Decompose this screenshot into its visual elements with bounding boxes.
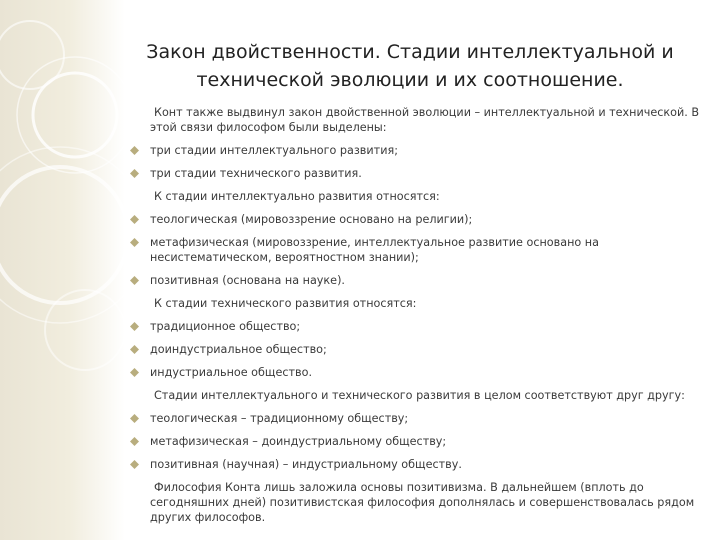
bullet-item (128, 273, 703, 288)
bullet-text: три стадии технического развития. (150, 167, 362, 180)
bullet-item (128, 411, 703, 426)
bullet-text: позитивная (основана на науке). (150, 274, 345, 287)
bullet-item (128, 365, 703, 380)
bullet-text: индустриальное общество. (150, 366, 313, 379)
bullet-text: три стадии интеллектуального развития; (150, 144, 398, 157)
decorative-background (0, 0, 125, 540)
paragraph: К стадии технического развития относятся: (154, 297, 417, 310)
slide-title (110, 38, 710, 94)
bullet-text: метафизическая (мировоззрение, интеллектуальное развитие основано на несистематическом, вероятностном знании); (150, 236, 599, 264)
slide-title-line-1: Закон двойственности. Стадии интеллектуальной и (146, 41, 674, 63)
bullet-text: доиндустриальное общество; (150, 343, 327, 356)
bullet-item (128, 235, 703, 265)
bullet-icon (130, 345, 139, 354)
bullet-icon (130, 169, 139, 178)
paragraph: Философия Конта лишь заложила основы позитивизма. В дальнейшем (вплоть до сегодняшних дней) позитивистская философия дополнялась и совершенствовалась рядом других философов. (150, 481, 695, 524)
slide-title-line-2: технической эволюции и их соотношение. (196, 69, 624, 91)
paragraph: Стадии интеллектуального и технического развития в целом соответствуют друг другу: (154, 389, 685, 402)
bullet-icon (130, 215, 139, 224)
bullet-icon (130, 238, 139, 247)
bullet-icon (130, 460, 139, 469)
bullet-icon (130, 414, 139, 423)
bullet-text: позитивная (научная) – индустриальному обществу. (150, 458, 462, 471)
bullet-text: традиционное общество; (150, 320, 301, 333)
bullet-item (128, 434, 703, 449)
bullet-icon (130, 368, 139, 377)
bullet-item (128, 212, 703, 227)
bullet-icon (130, 276, 139, 285)
paragraph: Конт также выдвинул закон двойственной эволюции – интеллектуальной и технической. В этой связи философом были выделены: (150, 106, 700, 134)
bullet-icon (130, 322, 139, 331)
bullet-text: теологическая (мировоззрение основано на религии); (150, 213, 473, 226)
bullet-item (128, 166, 703, 181)
slide-content (128, 105, 703, 533)
bullet-icon (130, 146, 139, 155)
bullet-text: метафизическая – доиндустриальному обществу; (150, 435, 447, 448)
decorative-rings (0, 0, 125, 540)
bullet-item (128, 342, 703, 357)
paragraph: К стадии интеллектуально развития относятся: (154, 190, 440, 203)
bullet-item (128, 319, 703, 334)
bullet-item (128, 457, 703, 472)
bullet-icon (130, 437, 139, 446)
bullet-item (128, 143, 703, 158)
bullet-text: теологическая – традиционному обществу; (150, 412, 409, 425)
